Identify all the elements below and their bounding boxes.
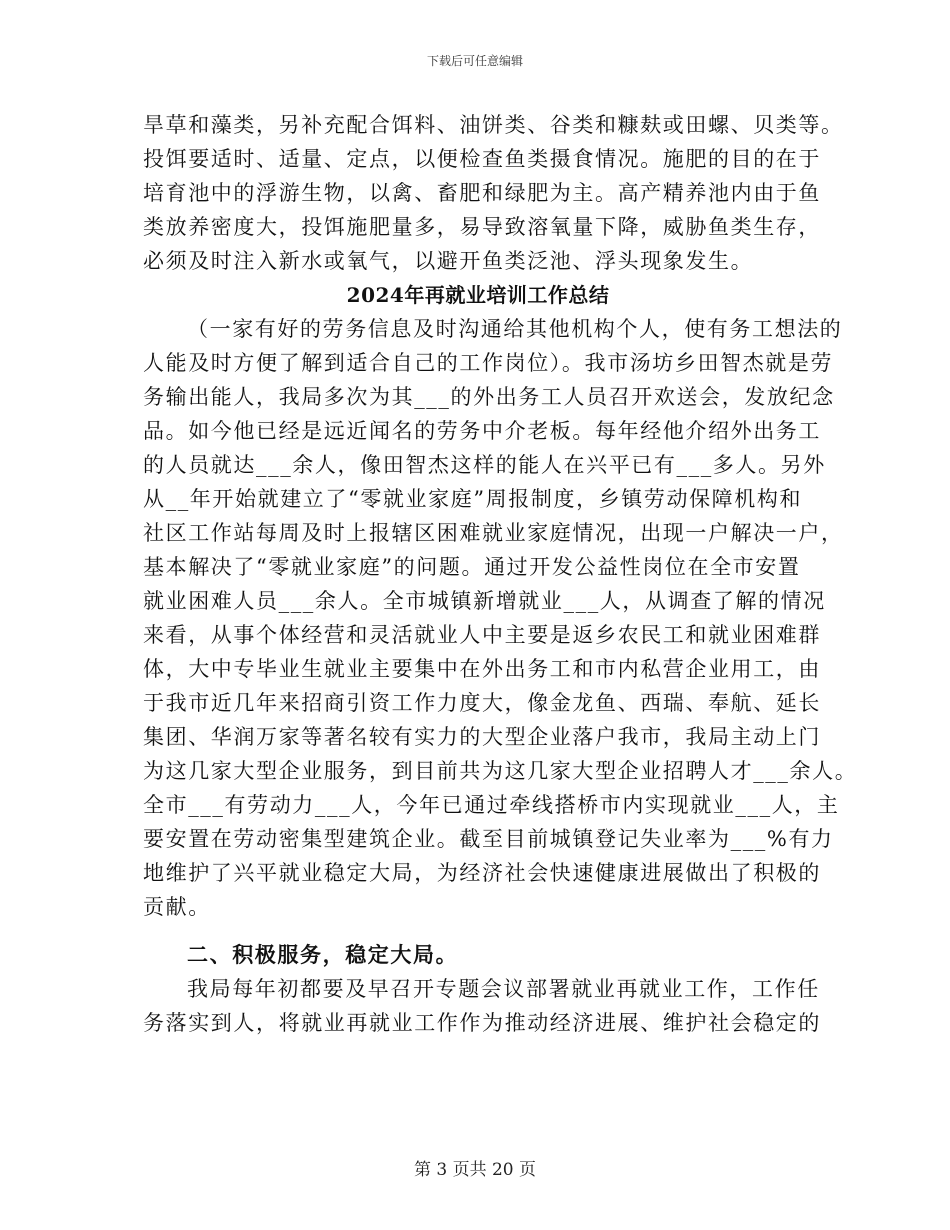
text-line: 务输出能人，我局多次为其___的外出务工人员召开欢送会，发放纪念	[143, 385, 835, 409]
text-line: 必须及时注入新水或氧气，以避开鱼类泛池、浮头现象发生。	[143, 249, 754, 273]
text-line: 品。如今他已经是远近闻名的劳务中介老板。每年经他介绍外出务工	[143, 419, 821, 443]
document-body	[143, 108, 858, 1040]
text-line: 社区工作站每周及时上报辖区困难就业家庭情况，出现一户解决一户，	[143, 521, 844, 545]
page-header: 下载后可任意编辑	[426, 54, 523, 68]
text-line: 地维护了兴平就业稳定大局，为经济社会快速健康进展做出了积极的	[143, 861, 821, 885]
text-line: 人能及时方便了解到适合自己的工作岗位）。我市汤坊乡田智杰就是劳	[143, 351, 834, 375]
text-line: 为这几家大型企业服务，到目前共为这几家大型企业招聘人才___余人。	[143, 759, 858, 783]
text-line: 的人员就达___余人，像田智杰这样的能人在兴平已有___多人。另外	[143, 453, 826, 477]
text-line: （一家有好的劳务信息及时沟通给其他机构个人，使有务工想法的	[187, 317, 843, 341]
section-heading: 二、积极服务，稳定大局。	[187, 942, 459, 967]
text-line: 旱草和藻类，另补充配合饵料、油饼类、谷类和糠麸或田螺、贝类等。	[143, 113, 844, 137]
text-line: 务落实到人，将就业再就业工作作为推动经济进展、维护社会稳定的	[143, 1011, 821, 1035]
document-title: 2024年再就业培训工作总结	[346, 283, 610, 307]
text-line: 培育池中的浮游生物，以禽、畜肥和绿肥为主。高产精养池内由于鱼	[143, 181, 821, 205]
text-line: 从__年开始就建立了“零就业家庭”周报制度，乡镇劳动保障机构和	[143, 487, 803, 511]
text-line: 来看，从事个体经营和灵活就业人中主要是返乡农民工和就业困难群	[143, 623, 821, 647]
text-line: 体，大中专毕业生就业主要集中在外出务工和市内私营企业用工，由	[143, 657, 821, 681]
text-line: 于我市近几年来招商引资工作力度大，像金龙鱼、西瑞、奉航、延长	[143, 691, 821, 715]
text-line: 要安置在劳动密集型建筑企业。截至目前城镇登记失业率为___%有力	[143, 827, 834, 851]
text-line: 基本解决了“零就业家庭”的问题。通过开发公益性岗位在全市安置	[143, 555, 801, 579]
text-line: 投饵要适时、适量、定点，以便检查鱼类摄食情况。施肥的目的在于	[143, 147, 821, 171]
text-line: 就业困难人员___余人。全市城镇新增就业___人，从调查了解的情况	[143, 589, 826, 613]
text-line: 贡献。	[143, 895, 211, 919]
page-footer: 第 3 页共 20 页	[413, 1160, 537, 1180]
text-line: 我局每年初都要及早召开专题会议部署就业再就业工作，工作任	[187, 977, 820, 1001]
text-line: 全市___有劳动力___人，今年已通过牵线搭桥市内实现就业___人，主	[143, 793, 840, 817]
text-line: 类放养密度大，投饵施肥量多，易导致溶氧量下降，威胁鱼类生存，	[143, 215, 821, 239]
text-line: 集团、华润万家等著名较有实力的大型企业落户我市，我局主动上门	[143, 725, 821, 749]
